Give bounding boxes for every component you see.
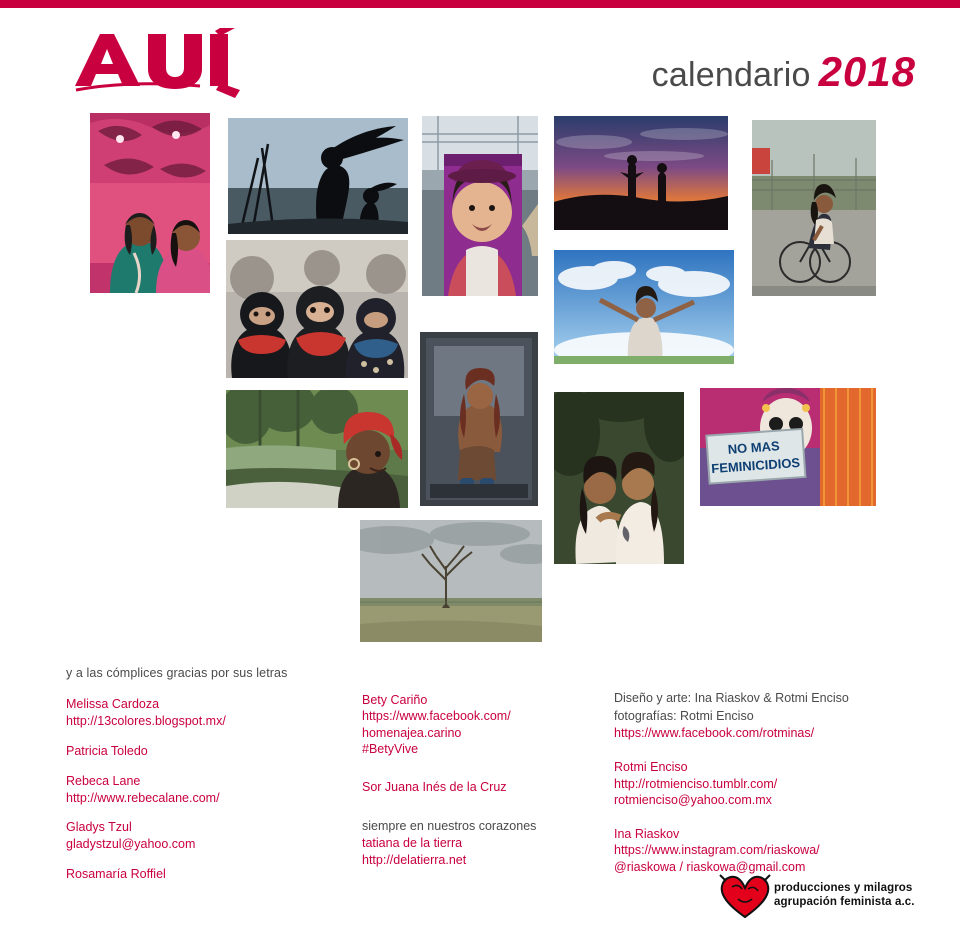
credit-name: Rotmi Enciso [614,760,688,775]
credit-name: tatiana de la tierra [362,836,463,851]
credit-entry [362,818,602,868]
credit-link[interactable]: https://www.instagram.com/riaskowa/ @riaskowa / riaskowa@gmail.com [614,843,820,874]
photo-no-mas-feminicidios-sign [700,388,876,506]
credit-name: Sor Juana Inés de la Cruz [362,780,507,794]
credit-entry [66,773,346,807]
credits-intro: y a las cómplices gracias por sus letras [66,666,288,680]
credit-name: Bety Cariño [362,693,428,707]
credit-entry [66,743,346,760]
credit-name: Rebeca Lane [66,773,141,788]
credit-entry [362,779,602,796]
photo-woman-seated-window [420,332,538,506]
photo-dancer-silhouette [228,118,408,234]
credit-entry [362,692,602,757]
credit-name: Melissa Cardoza [66,697,160,711]
photo-masked-women-protest [226,240,408,378]
credit-entry [614,690,914,741]
publisher-line-2: agrupación feminista a.c. [774,896,915,909]
photo-lone-tree-field [360,520,542,642]
photo-mural-two-women [90,113,210,293]
credit-name: Rosamaría Roffiel [66,867,166,882]
heart-icon [718,873,772,919]
credit-link[interactable]: http://13colores.blogspot.mx/ [66,713,226,728]
credit-link[interactable]: http://www.rebecalane.com/ [66,790,220,805]
credit-entry [614,759,914,808]
photo-cyclist-on-road [752,120,876,296]
credit-link[interactable]: https://www.facebook.com/ homenajea.carino #BetyVive [362,709,511,756]
credit-name: Ina Riaskov [614,827,680,841]
publisher-line-1: producciones y milagros [774,882,913,894]
publisher-logo [718,873,928,919]
credit-link[interactable]: https://www.facebook.com/rotminas/ [614,726,815,740]
credits-column-middle [362,692,602,881]
svg-text:FEMINICIDIOS: FEMINICIDIOS [710,454,801,477]
credit-email[interactable]: gladystzul@yahoo.com [66,837,196,852]
svg-text:NO MAS: NO MAS [727,438,781,457]
credit-entry [614,826,914,875]
credit-entry [66,866,346,883]
photo-couple-embracing [554,392,684,564]
calendar-year: 2018 [818,48,916,95]
credits-column-right [614,690,914,888]
credit-entry [66,819,346,853]
credits-column-left [66,666,346,896]
publisher-name [774,881,915,910]
calendar-word: calendario [651,56,811,94]
photo-woman-arms-open-sky [554,250,734,364]
photo-woman-red-headwrap [226,390,408,508]
credit-name: Gladys Tzul [66,820,132,835]
photo-woman-with-banner [422,116,538,296]
credit-name: Patricia Toledo [66,743,148,758]
credit-link[interactable]: http://rotmienciso.tumblr.com/ rotmienciso@yahoo.com.mx [614,776,778,807]
photo-sunset-silhouettes [554,116,728,230]
credit-note: siempre en nuestros corazones [362,818,537,833]
credit-link[interactable]: http://delatierra.net [362,852,467,867]
credit-entry [66,696,346,730]
credit-note: Diseño y arte: Ina Riaskov & Rotmi Enciso fotografías: Rotmi Enciso [614,691,849,723]
